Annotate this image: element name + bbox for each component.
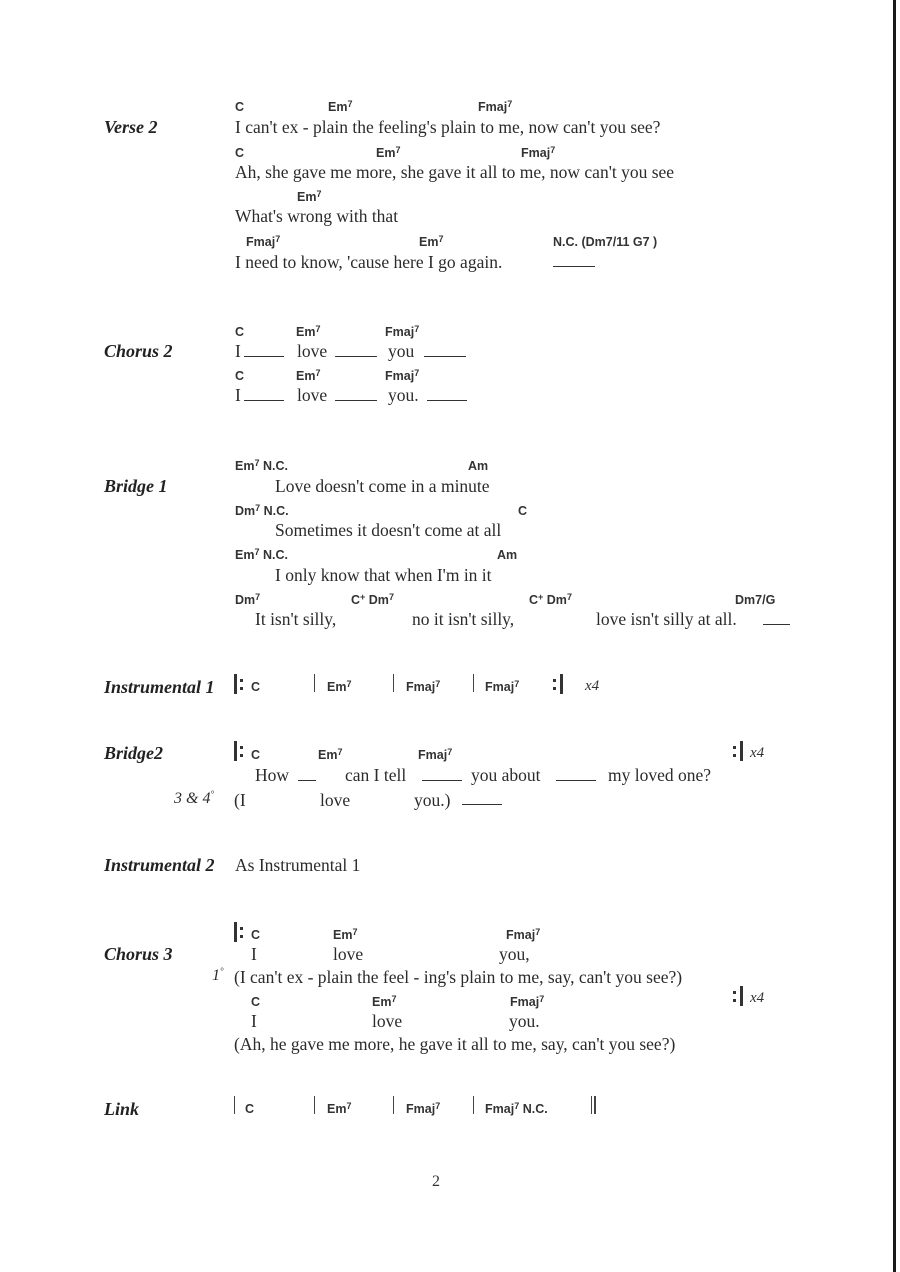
barline bbox=[314, 674, 315, 692]
lyric-line: (I can't ex - plain the feel - ing's plain to me, say, can't you see?) bbox=[234, 967, 683, 987]
lyric-line: Ah, she gave me more, she gave it all to me, now can't you see bbox=[235, 162, 675, 182]
repeat-dots bbox=[240, 927, 243, 938]
chord: Fmaj$^7$ bbox=[485, 679, 520, 694]
section-label-chorus2: Chorus 2 bbox=[104, 341, 173, 361]
chord: C bbox=[235, 369, 245, 383]
chord: C bbox=[251, 995, 261, 1009]
extender-line bbox=[427, 400, 467, 401]
repeat-start-barline bbox=[234, 674, 237, 694]
lyric-line: I can't ex - plain the feeling's plain to me, now can't you see? bbox=[235, 117, 661, 137]
lyric-word: my loved one? bbox=[608, 765, 712, 785]
lyric-phrase: no it isn't silly, bbox=[412, 609, 515, 629]
barline bbox=[473, 1096, 474, 1114]
lyric-phrase: love isn't silly at all. bbox=[596, 609, 737, 629]
repeat-count: x4 bbox=[585, 678, 600, 694]
chord: Dm7/G bbox=[735, 593, 776, 607]
chord: Em$^7$ bbox=[328, 99, 353, 114]
chord: C bbox=[245, 1102, 255, 1116]
lyric-word: you about bbox=[471, 765, 541, 785]
final-barline-thick bbox=[594, 1096, 596, 1114]
lyric-line: (Ah, he gave me more, he gave it all to me, say, can't you see?) bbox=[234, 1034, 676, 1054]
chord-nc-bracket: N.C. (Dm7/11 G7 ) bbox=[553, 235, 658, 249]
lyric-line: What's wrong with that bbox=[235, 206, 399, 226]
chord: Fmaj$^7$ bbox=[418, 747, 453, 762]
chord: Dm$^7$ N.C. bbox=[235, 503, 289, 518]
lyric-line: Love doesn't come in a minute bbox=[275, 476, 490, 496]
extender-line bbox=[424, 356, 466, 357]
lyric-word: you. bbox=[509, 1011, 540, 1031]
lyric-word: (I bbox=[234, 790, 246, 810]
section-label-bridge1: Bridge 1 bbox=[104, 476, 168, 496]
lyric-word: How bbox=[255, 765, 290, 785]
section-label-instrumental2: Instrumental 2 bbox=[104, 855, 215, 875]
repeat-dots bbox=[240, 746, 243, 757]
lyric-line: I need to know, 'cause here I go again. bbox=[235, 252, 503, 272]
repeat-dots bbox=[733, 746, 736, 757]
lyric-word: love bbox=[320, 790, 351, 810]
lyric-line: I only know that when I'm in it bbox=[275, 565, 492, 585]
chord: Em$^7$ N.C. bbox=[235, 458, 288, 473]
lyric-word: you, bbox=[499, 944, 530, 964]
extender-line bbox=[556, 780, 596, 781]
chord: Fmaj$^7$ bbox=[385, 368, 420, 383]
chord: C bbox=[251, 748, 261, 762]
section-label-link: Link bbox=[104, 1099, 140, 1119]
chord: C bbox=[235, 146, 245, 160]
chord: Fmaj$^7$ N.C. bbox=[485, 1101, 548, 1116]
chord: C bbox=[251, 680, 261, 694]
chord: Em$^7$ bbox=[333, 927, 358, 942]
lyric-word: you bbox=[388, 341, 415, 361]
barline bbox=[234, 1096, 235, 1114]
chord: C bbox=[235, 100, 245, 114]
repeat-dots bbox=[553, 679, 556, 690]
lyric-word: love bbox=[297, 341, 328, 361]
chord: Em$^7$ bbox=[372, 994, 397, 1009]
extender-line bbox=[244, 356, 284, 357]
chord: C bbox=[251, 928, 261, 942]
repeat-count: x4 bbox=[750, 745, 765, 761]
chord: Em$^7$ bbox=[296, 324, 321, 339]
chord: Fmaj$^7$ bbox=[406, 1101, 441, 1116]
chord: Fmaj$^7$ bbox=[506, 927, 541, 942]
chord: Em$^7$ bbox=[318, 747, 343, 762]
chord: Fmaj$^7$ bbox=[385, 324, 420, 339]
extender-line bbox=[462, 804, 502, 805]
repeat-end-barline bbox=[560, 674, 563, 694]
chord: Em$^7$ bbox=[376, 145, 401, 160]
chord: C bbox=[518, 504, 528, 518]
chord: C bbox=[235, 325, 245, 339]
repeat-end-barline bbox=[740, 741, 743, 761]
repeat-start-barline bbox=[234, 741, 237, 761]
barline bbox=[393, 674, 394, 692]
repeat-dots bbox=[733, 991, 736, 1002]
extender-line bbox=[335, 400, 377, 401]
repeat-dots bbox=[240, 679, 243, 690]
lyric-word: love bbox=[297, 385, 328, 405]
verse-marker: 3 & 4° bbox=[174, 789, 215, 807]
chord: Em$^7$ bbox=[327, 1101, 352, 1116]
lyric-word: love bbox=[333, 944, 364, 964]
chord: Em$^7$ bbox=[296, 368, 321, 383]
section-label-chorus3: Chorus 3 bbox=[104, 944, 173, 964]
lyric-word: love bbox=[372, 1011, 403, 1031]
extender-line bbox=[422, 780, 462, 781]
section-label-instrumental1: Instrumental 1 bbox=[104, 677, 215, 697]
chord: Em$^7$ bbox=[327, 679, 352, 694]
repeat-end-barline bbox=[740, 986, 743, 1006]
chord: Fmaj$^7$ bbox=[478, 99, 513, 114]
extender-line bbox=[244, 400, 284, 401]
chord: Am bbox=[468, 459, 489, 473]
chord: Fmaj$^7$ bbox=[246, 234, 281, 249]
chord: Fmaj$^7$ bbox=[521, 145, 556, 160]
chord: Dm$^7$ bbox=[235, 592, 261, 607]
lyric-phrase: It isn't silly, bbox=[255, 609, 337, 629]
chord: Fmaj$^7$ bbox=[406, 679, 441, 694]
final-barline bbox=[591, 1096, 592, 1114]
barline bbox=[314, 1096, 315, 1114]
barline bbox=[393, 1096, 394, 1114]
lyric-word: you. bbox=[388, 385, 419, 405]
instruction-text: As Instrumental 1 bbox=[235, 855, 361, 875]
verse-marker: 1° bbox=[212, 966, 224, 984]
lyric-word: I bbox=[251, 944, 257, 964]
extender-line bbox=[298, 780, 316, 781]
repeat-start-barline bbox=[234, 922, 237, 942]
lyric-word: I bbox=[235, 341, 241, 361]
repeat-count: x4 bbox=[750, 990, 765, 1006]
chord: Am bbox=[497, 548, 518, 562]
chord: C+ Dm$^7$ bbox=[351, 592, 394, 607]
chord: C+ Dm$^7$ bbox=[529, 592, 572, 607]
chord: Em$^7$ bbox=[419, 234, 444, 249]
extender-line bbox=[763, 624, 790, 625]
extender-line bbox=[553, 266, 595, 267]
page-number: 2 bbox=[432, 1173, 440, 1190]
section-label-bridge2: Bridge2 bbox=[104, 743, 164, 763]
chord: Fmaj$^7$ bbox=[510, 994, 545, 1009]
chord: Em$^7$ N.C. bbox=[235, 547, 288, 562]
section-label-verse2: Verse 2 bbox=[104, 117, 158, 137]
lyric-word: I bbox=[235, 385, 241, 405]
extender-line bbox=[335, 356, 377, 357]
barline bbox=[473, 674, 474, 692]
lyric-word: I bbox=[251, 1011, 257, 1031]
lyric-word: you.) bbox=[414, 790, 451, 810]
lyric-word: can I tell bbox=[345, 765, 407, 785]
lyric-line: Sometimes it doesn't come at all bbox=[275, 520, 502, 540]
chord: Em$^7$ bbox=[297, 189, 322, 204]
